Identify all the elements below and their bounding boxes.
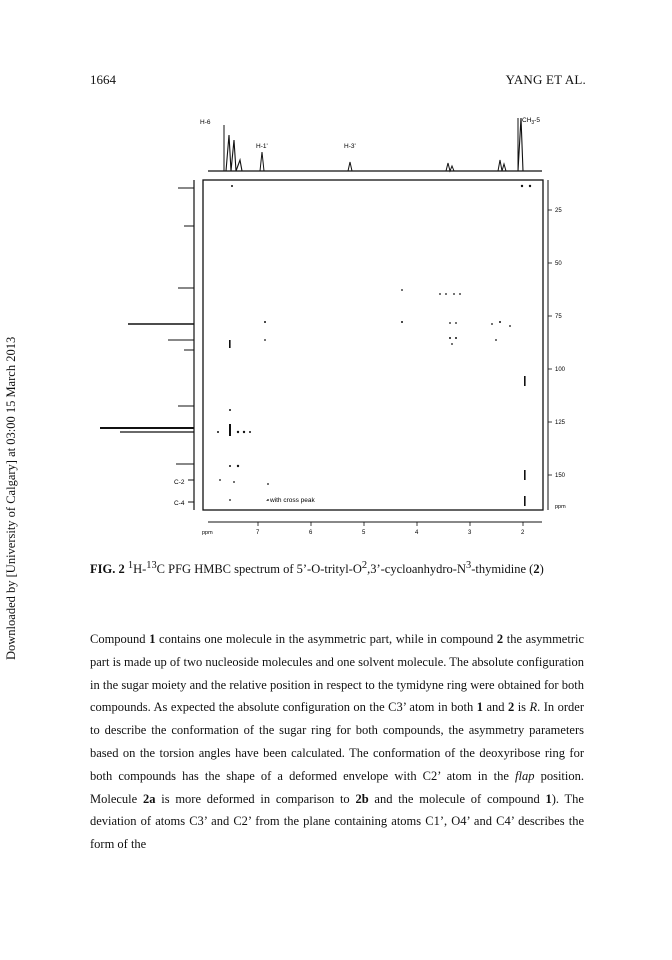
h1p-label: H-1' <box>256 143 268 150</box>
body-text: is <box>514 700 530 715</box>
figure-label: FIG. 2 <box>90 562 125 577</box>
body-text: ). The deviation of atoms C3’ and C2’ from the plane containing atoms C1’, O4’ and C4’ describes the form of the <box>90 791 584 852</box>
caption-sup: 3 <box>466 560 472 571</box>
figure-caption <box>90 558 590 577</box>
caption-text: H- <box>133 562 147 577</box>
caption-compound-number: 2 <box>533 562 540 577</box>
y-tick: 75 <box>555 314 562 320</box>
x-tick: 3 <box>468 530 472 536</box>
spectrum-frame <box>203 180 543 510</box>
ch3-peak <box>518 118 523 171</box>
y-tick: 150 <box>555 473 566 479</box>
cross-peak-annotation: - with cross peak <box>266 497 315 504</box>
caption-text: ) <box>539 562 544 577</box>
configuration-symbol: R <box>529 700 538 715</box>
h6-label: H-6 <box>200 119 211 126</box>
body-text: position. Molecule <box>90 768 584 806</box>
body-text: and <box>483 700 508 715</box>
x-tick: 5 <box>362 530 366 536</box>
compound-ref: 2b <box>355 791 369 806</box>
compound-ref: 2 <box>507 700 515 715</box>
download-watermark: Downloaded by [University of Calgary] at 03:00 15 March 2013 <box>4 336 18 660</box>
compound-ref: 1 <box>476 700 483 715</box>
caption-text: ,3’-cycloanhydro-N <box>367 562 466 577</box>
caption-sup: 1 <box>127 560 134 571</box>
ppm-right-label: ppm <box>555 504 566 510</box>
caption-text: C PFG HMBC spectrum of 5’-O-trityl-O <box>156 562 362 577</box>
x-tick: 6 <box>309 530 313 536</box>
c4-label: C-4 <box>174 500 185 507</box>
body-text: is more deformed in comparison to <box>155 791 356 806</box>
caption-sup: 2 <box>361 560 368 571</box>
caption-text: -thymidine ( <box>471 562 534 577</box>
compound-ref: 2 <box>496 632 504 646</box>
x-tick: 7 <box>256 530 260 536</box>
compound-ref: 1 <box>149 632 156 646</box>
ppm-bottom-label: ppm <box>202 530 213 536</box>
body-text: and the molecule of compound <box>368 791 546 806</box>
h6-peak <box>226 135 242 171</box>
y-tick: 100 <box>555 367 566 373</box>
emphasis: flap <box>515 768 535 783</box>
page-number: 1664 <box>90 72 116 87</box>
hmbc-spectrum-figure <box>90 100 590 540</box>
y-tick: 50 <box>555 261 562 267</box>
cross-peaks <box>217 185 531 506</box>
running-title: YANG ET AL. <box>505 72 586 87</box>
y-tick: 25 <box>555 208 562 214</box>
h3p-label: H-3' <box>344 143 356 150</box>
ch3-label: $CH_3-5$ <box>522 117 540 126</box>
body-text: contains one molecule in the asymmetric part, while in compound <box>155 632 497 646</box>
body-text: Compound <box>90 632 150 646</box>
body-text: . In order to describe the conformation of the sugar ring for both compounds, the asymmetry parameters based on the torsion angles have been calculated. The conformation of the deoxyribose ring for both compounds has the shape of a deformed envelope with C2’ atom in the <box>90 700 584 783</box>
bottom-axis-ticks <box>258 522 523 526</box>
body-text: the asymmetric part is made up of two nucleoside molecules and one solvent molecule. The absolute configuration in the sugar moiety and the relative position in respect to the tymidyne ring were obtained for both compounds. As expected the absolute configuration on the C3’ atom in both <box>90 632 584 715</box>
caption-sup: 13 <box>146 560 157 571</box>
x-tick: 2 <box>521 530 525 536</box>
body-paragraph <box>90 628 584 856</box>
x-tick: 4 <box>415 530 419 536</box>
h1p-peak <box>260 152 264 171</box>
compound-ref: 2a <box>142 791 156 806</box>
c2-label: C-2 <box>174 479 185 486</box>
compound-ref: 1 <box>545 791 552 806</box>
right-axis-ticks <box>548 210 552 475</box>
y-tick: 125 <box>555 420 566 426</box>
